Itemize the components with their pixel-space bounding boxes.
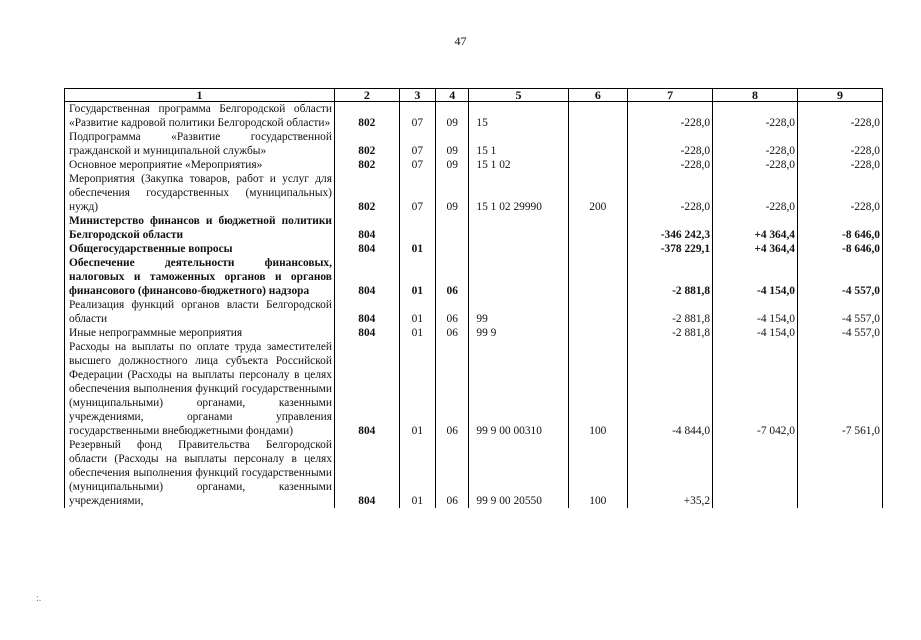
row-value-cell: -228,0: [713, 130, 798, 158]
column-header: 6: [568, 89, 628, 102]
row-value-cell: -228,0: [798, 130, 883, 158]
row-name-cell: Основное мероприятие «Мероприятия»: [65, 158, 335, 172]
row-code-cell: 802: [334, 172, 399, 214]
row-expense-type-cell: 100: [568, 438, 628, 508]
row-value-cell: +35,2: [628, 438, 713, 508]
row-code-cell: 804: [334, 214, 399, 242]
row-value-cell: -228,0: [628, 130, 713, 158]
row-code-cell: 804: [334, 438, 399, 508]
row-expense-type-cell: 100: [568, 340, 628, 438]
row-code-cell: 802: [334, 102, 399, 131]
row-target-article-cell: [469, 256, 568, 298]
row-expense-type-cell: [568, 158, 628, 172]
row-expense-type-cell: 200: [568, 172, 628, 214]
column-header: 9: [798, 89, 883, 102]
row-subsection-cell: [436, 242, 469, 256]
row-value-cell: -7 042,0: [713, 340, 798, 438]
row-name-cell: Иные непрограммные мероприятия: [65, 326, 335, 340]
row-value-cell: +4 364,4: [713, 242, 798, 256]
row-value-cell: -8 646,0: [798, 214, 883, 242]
row-code-cell: 804: [334, 340, 399, 438]
row-target-article-cell: [469, 242, 568, 256]
row-subsection-cell: 06: [436, 326, 469, 340]
scan-artifact: :.: [36, 593, 42, 604]
table-row: [65, 130, 883, 158]
row-value-cell: -228,0: [628, 172, 713, 214]
table-row: [65, 298, 883, 326]
budget-table: [64, 88, 883, 508]
row-subsection-cell: [436, 214, 469, 242]
row-name-cell: Государственная программа Белгородской области «Развитие кадровой политики Белгородской области»: [65, 102, 335, 131]
row-value-cell: -4 557,0: [798, 326, 883, 340]
row-subsection-cell: 09: [436, 130, 469, 158]
row-expense-type-cell: [568, 256, 628, 298]
row-subsection-cell: 06: [436, 340, 469, 438]
row-expense-type-cell: [568, 326, 628, 340]
row-section-cell: 01: [399, 340, 435, 438]
column-header: 1: [65, 89, 335, 102]
row-subsection-cell: 06: [436, 298, 469, 326]
row-target-article-cell: 15 1 02: [469, 158, 568, 172]
row-value-cell: -228,0: [628, 158, 713, 172]
row-value-cell: -7 561,0: [798, 340, 883, 438]
row-expense-type-cell: [568, 130, 628, 158]
row-value-cell: -228,0: [628, 102, 713, 131]
row-value-cell: -228,0: [798, 172, 883, 214]
row-value-cell: -8 646,0: [798, 242, 883, 256]
row-section-cell: 07: [399, 172, 435, 214]
row-name-cell: Подпрограмма «Развитие государственной гражданской и муниципальной службы»: [65, 130, 335, 158]
row-value-cell: -4 154,0: [713, 326, 798, 340]
row-section-cell: 01: [399, 326, 435, 340]
row-subsection-cell: 09: [436, 172, 469, 214]
row-target-article-cell: 15 1 02 29990: [469, 172, 568, 214]
row-section-cell: 07: [399, 102, 435, 131]
row-section-cell: [399, 214, 435, 242]
row-section-cell: 01: [399, 438, 435, 508]
row-target-article-cell: 99 9 00 00310: [469, 340, 568, 438]
column-header: 4: [436, 89, 469, 102]
row-value-cell: -228,0: [798, 102, 883, 131]
row-subsection-cell: 09: [436, 102, 469, 131]
row-value-cell: -346 242,3: [628, 214, 713, 242]
row-value-cell: -2 881,8: [628, 256, 713, 298]
row-target-article-cell: 99: [469, 298, 568, 326]
row-subsection-cell: 06: [436, 438, 469, 508]
table-row: [65, 214, 883, 242]
table-row: [65, 438, 883, 508]
row-value-cell: -4 154,0: [713, 298, 798, 326]
row-code-cell: 802: [334, 130, 399, 158]
row-name-cell: Министерство финансов и бюджетной политики Белгородской области: [65, 214, 335, 242]
column-header: 2: [334, 89, 399, 102]
table-header-row: [65, 89, 883, 102]
row-value-cell: -4 557,0: [798, 256, 883, 298]
row-section-cell: 07: [399, 158, 435, 172]
row-name-cell: Обеспечение деятельности финансовых, налоговых и таможенных органов и органов финансового (финансово-бюджетного) надзора: [65, 256, 335, 298]
row-value-cell: [713, 438, 798, 508]
row-value-cell: -228,0: [713, 172, 798, 214]
table-row: [65, 172, 883, 214]
row-name-cell: Расходы на выплаты по оплате труда заместителей высшего должностного лица субъекта Российской Федерации (Расходы на выплаты персоналу в целях обеспечения выполнения функций государственными (муниципальными) органами, казенными учреждениями, органами управления государственными внебюджетными фондами): [65, 340, 335, 438]
row-expense-type-cell: [568, 242, 628, 256]
row-value-cell: -228,0: [713, 102, 798, 131]
table-row: [65, 102, 883, 131]
row-target-article-cell: 15 1: [469, 130, 568, 158]
row-expense-type-cell: [568, 102, 628, 131]
table-row: [65, 340, 883, 438]
row-code-cell: 804: [334, 326, 399, 340]
row-subsection-cell: 09: [436, 158, 469, 172]
row-name-cell: Реализация функций органов власти Белгородской области: [65, 298, 335, 326]
row-value-cell: -4 557,0: [798, 298, 883, 326]
row-value-cell: +4 364,4: [713, 214, 798, 242]
row-value-cell: -228,0: [798, 158, 883, 172]
row-target-article-cell: 99 9: [469, 326, 568, 340]
row-target-article-cell: [469, 214, 568, 242]
row-value-cell: -4 154,0: [713, 256, 798, 298]
row-code-cell: 804: [334, 242, 399, 256]
column-header: 5: [469, 89, 568, 102]
column-header: 3: [399, 89, 435, 102]
row-section-cell: 01: [399, 256, 435, 298]
row-value-cell: -2 881,8: [628, 326, 713, 340]
row-name-cell: Общегосударственные вопросы: [65, 242, 335, 256]
row-expense-type-cell: [568, 298, 628, 326]
row-value-cell: -378 229,1: [628, 242, 713, 256]
row-section-cell: 07: [399, 130, 435, 158]
row-name-cell: Резервный фонд Правительства Белгородской области (Расходы на выплаты персоналу в целях обеспечения выполнения функций государственными (муниципальными) органами, казенными учреждениями,: [65, 438, 335, 508]
row-code-cell: 802: [334, 158, 399, 172]
page-number: 47: [454, 34, 467, 48]
row-value-cell: [798, 438, 883, 508]
row-target-article-cell: 15: [469, 102, 568, 131]
row-value-cell: -228,0: [713, 158, 798, 172]
row-value-cell: -2 881,8: [628, 298, 713, 326]
row-section-cell: 01: [399, 298, 435, 326]
column-header: 7: [628, 89, 713, 102]
row-code-cell: 804: [334, 256, 399, 298]
row-value-cell: -4 844,0: [628, 340, 713, 438]
table-row: [65, 256, 883, 298]
column-header: 8: [713, 89, 798, 102]
table-row: [65, 158, 883, 172]
row-code-cell: 804: [334, 298, 399, 326]
row-section-cell: 01: [399, 242, 435, 256]
table-row: [65, 242, 883, 256]
table-row: [65, 326, 883, 340]
row-subsection-cell: 06: [436, 256, 469, 298]
row-name-cell: Мероприятия (Закупка товаров, работ и услуг для обеспечения государственных (муниципальных) нужд): [65, 172, 335, 214]
row-target-article-cell: 99 9 00 20550: [469, 438, 568, 508]
row-expense-type-cell: [568, 214, 628, 242]
